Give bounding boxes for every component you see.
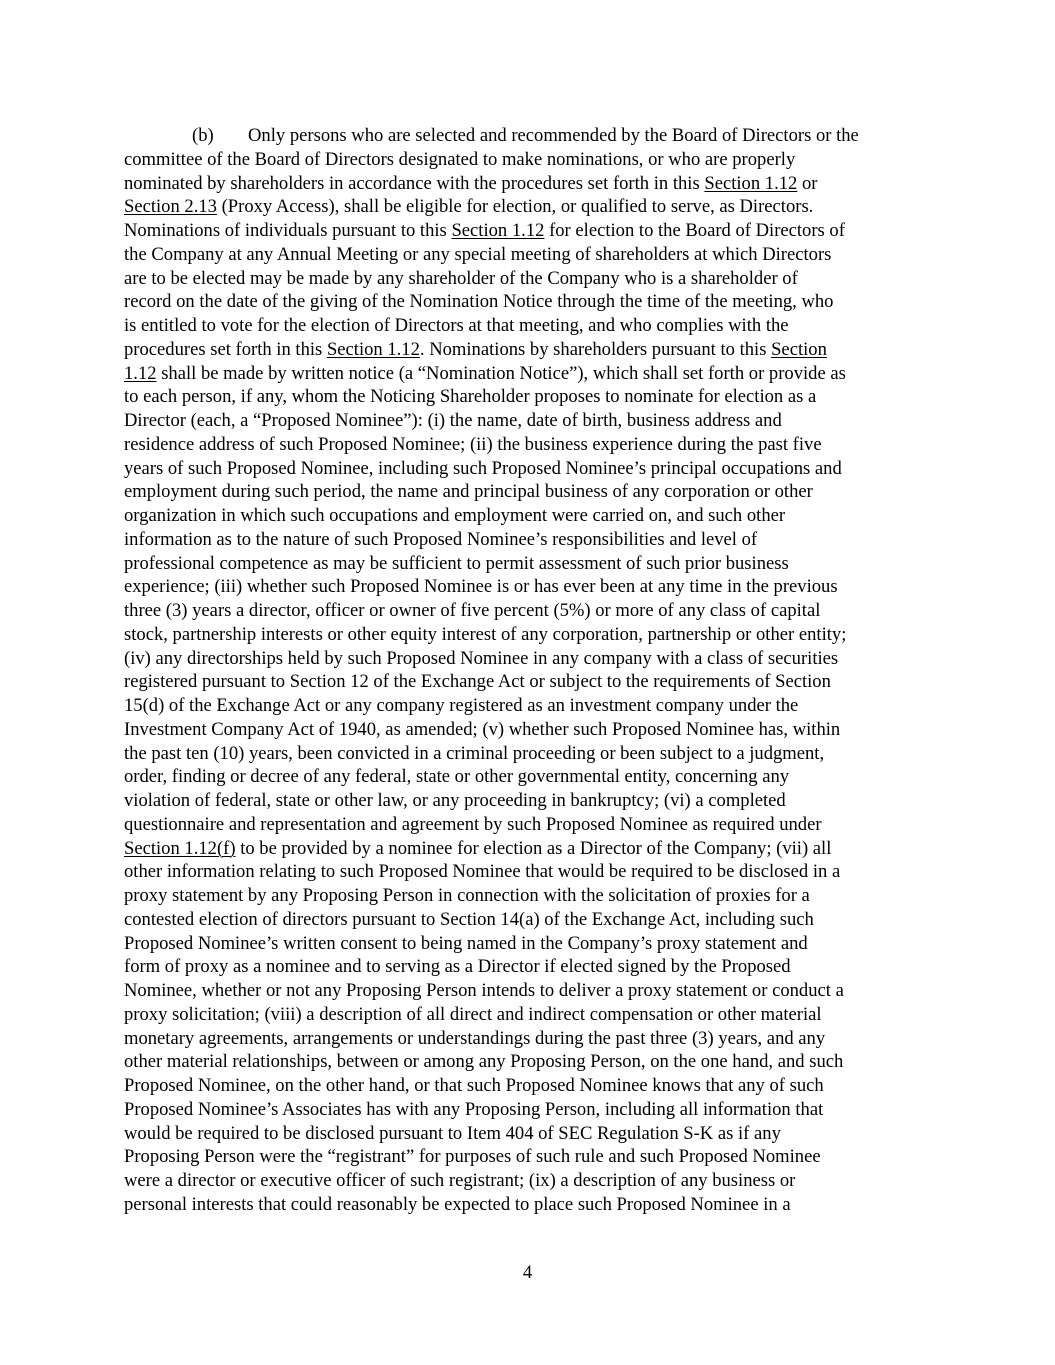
body-paragraph — [124, 124, 944, 1217]
text-line — [124, 219, 944, 243]
text-segment: the Company at any Annual Meeting or any special meeting of shareholders at which Directors — [124, 243, 832, 265]
text-segment: Investment Company Act of 1940, as amended; (v) whether such Proposed Nominee has, within — [124, 718, 841, 740]
text-segment: violation of federal, state or other law, or any proceeding in bankruptcy; (vi) a completed — [124, 790, 786, 811]
text-line — [124, 433, 944, 457]
text-segment: Proposed Nominee’s Associates has with any Proposing Person, including all information that — [124, 1098, 824, 1120]
text-segment: three (3) years a director, officer or owner of five percent (5%) or more of any class of capital — [124, 600, 821, 621]
text-segment: professional competence as may be sufficient to permit assessment of such prior business — [124, 552, 789, 574]
section-reference: Section — [771, 338, 827, 360]
section-reference: Section 1.12 — [451, 220, 545, 241]
text-segment: Proposed Nominee, on the other hand, or that such Proposed Nominee knows that any of such — [124, 1075, 824, 1096]
page-number: 4 — [522, 1262, 533, 1283]
section-reference: 1.12 — [124, 362, 157, 384]
text-line — [124, 718, 944, 742]
text-line — [124, 124, 944, 148]
text-segment: questionnaire and representation and agreement by such Proposed Nominee as required under — [124, 813, 822, 835]
text-segment: were a director or executive officer of such registrant; (ix) a description of any business or — [124, 1170, 796, 1191]
text-segment: to each person, if any, whom the Noticing Shareholder proposes to nominate for election as a — [124, 386, 817, 408]
text-segment: Director (each, a “Proposed Nominee”): (i) the name, date of birth, business address and — [124, 410, 782, 431]
text-line — [124, 314, 944, 338]
text-line — [124, 742, 944, 766]
text-line — [124, 267, 944, 291]
text-line — [124, 623, 944, 647]
text-line — [124, 362, 944, 386]
text-segment: Nominee, whether or not any Proposing Person intends to deliver a proxy statement or conduct a — [124, 980, 844, 1001]
text-segment: (iv) any directorships held by such Proposed Nominee in any company with a class of securities — [124, 647, 839, 669]
text-line — [124, 1050, 944, 1074]
text-line — [124, 1193, 944, 1217]
text-line — [124, 1145, 944, 1169]
text-segment: record on the date of the giving of the Nomination Notice through the time of the meeting, who — [124, 291, 834, 313]
section-reference: Section 1.12 — [704, 172, 798, 194]
text-segment: shall be made by written notice (a “Nomination Notice”), which shall set forth or provide as — [156, 362, 846, 384]
text-segment: nominated by shareholders in accordance with the procedures set forth in this — [124, 172, 705, 194]
text-line — [124, 409, 944, 433]
text-line — [124, 528, 944, 552]
text-segment: personal interests that could reasonably be expected to place such Proposed Nominee in a — [124, 1193, 791, 1215]
text-segment: the past ten (10) years, been convicted in a criminal proceeding or been subject to a judgment, — [124, 742, 825, 764]
text-line — [124, 1003, 944, 1027]
text-segment: experience; (iii) whether such Proposed Nominee is or has ever been at any time in the previous — [124, 576, 838, 598]
text-segment: employment during such period, the name and principal business of any corporation or other — [124, 481, 813, 503]
text-line — [124, 338, 944, 362]
section-reference: Section 2.13 — [124, 196, 217, 218]
text-line — [124, 884, 944, 908]
text-segment: information as to the nature of such Proposed Nominee’s responsibilities and level of — [124, 528, 758, 550]
text-line — [124, 860, 944, 884]
text-line — [124, 908, 944, 932]
text-line — [124, 385, 944, 409]
text-segment: . Nominations by shareholders pursuant to this — [419, 338, 772, 360]
text-segment: organization in which such occupations and employment were carried on, and such other — [124, 505, 786, 526]
text-line — [124, 1098, 944, 1122]
text-segment: committee of the Board of Directors designated to make nominations, or who are properly — [124, 148, 796, 170]
paragraph-marker: (b) — [192, 125, 214, 146]
text-segment: proxy statement by any Proposing Person in connection with the solicitation of proxies for a — [124, 885, 810, 906]
text-line — [124, 813, 944, 837]
text-line — [124, 290, 944, 314]
text-line — [124, 1074, 944, 1098]
text-segment: Only persons who are selected and recommended by the Board of Directors or the — [248, 125, 859, 146]
text-segment: Nominations of individuals pursuant to this — [124, 220, 452, 241]
text-segment: other information relating to such Proposed Nominee that would be required to be disclosed in a — [124, 861, 841, 883]
text-segment: other material relationships, between or among any Proposing Person, on the one hand, and such — [124, 1051, 844, 1073]
text-segment: Proposing Person were the “registrant” for purposes of such rule and such Proposed Nominee — [124, 1146, 821, 1168]
text-segment: for election to the Board of Directors of — [544, 220, 845, 241]
text-line — [124, 1027, 944, 1051]
text-line — [124, 670, 944, 694]
text-segment: 15(d) of the Exchange Act or any company registered as an investment company under the — [124, 695, 799, 716]
section-reference: Section 1.12(f) — [124, 837, 236, 859]
text-segment: residence address of such Proposed Nominee; (ii) the business experience during the past five — [124, 433, 822, 455]
text-segment: to be provided by a nominee for election as a Director of the Company; (vii) all — [235, 837, 832, 859]
text-segment: are to be elected may be made by any shareholder of the Company who is a shareholder of — [124, 267, 798, 289]
text-line — [124, 480, 944, 504]
text-segment: Proposed Nominee’s written consent to being named in the Company’s proxy statement and — [124, 932, 808, 954]
text-segment: proxy solicitation; (viii) a description of all direct and indirect compensation or other material — [124, 1003, 822, 1025]
text-segment: (Proxy Access), shall be eligible for election, or qualified to serve, as Directors. — [216, 196, 814, 218]
text-segment: procedures set forth in this — [124, 338, 327, 360]
text-line — [124, 599, 944, 623]
text-line — [124, 504, 944, 528]
text-line — [124, 457, 944, 481]
text-line — [124, 575, 944, 599]
text-line — [124, 243, 944, 267]
text-line — [124, 932, 944, 956]
text-segment: registered pursuant to Section 12 of the Exchange Act or subject to the requirements of Section — [124, 671, 831, 693]
text-line — [124, 1122, 944, 1146]
text-line — [124, 647, 944, 671]
text-line — [124, 1169, 944, 1193]
text-segment: would be required to be disclosed pursuant to Item 404 of SEC Regulation S-K as if any — [124, 1122, 781, 1144]
text-segment: is entitled to vote for the election of Directors at that meeting, and who complies with the — [124, 315, 789, 336]
text-line — [124, 148, 944, 172]
text-segment: or — [797, 172, 818, 194]
text-line — [124, 955, 944, 979]
text-segment: monetary agreements, arrangements or understandings during the past three (3) years, and any — [124, 1027, 826, 1049]
text-segment: order, finding or decree of any federal, state or other governmental entity, concerning any — [124, 766, 790, 788]
text-line — [124, 694, 944, 718]
section-reference: Section 1.12 — [326, 338, 420, 360]
text-line — [124, 837, 944, 861]
text-line — [124, 979, 944, 1003]
text-line — [124, 789, 944, 813]
text-line — [124, 552, 944, 576]
text-line — [124, 172, 944, 196]
text-segment: form of proxy as a nominee and to serving as a Director if elected signed by the Proposed — [124, 956, 791, 978]
text-line — [124, 195, 944, 219]
text-segment: years of such Proposed Nominee, including such Proposed Nominee’s principal occupations and — [124, 457, 842, 479]
text-segment: stock, partnership interests or other equity interest of any corporation, partnership or other entity; — [124, 623, 847, 645]
text-line — [124, 765, 944, 789]
text-segment: contested election of directors pursuant to Section 14(a) of the Exchange Act, including such — [124, 908, 814, 930]
